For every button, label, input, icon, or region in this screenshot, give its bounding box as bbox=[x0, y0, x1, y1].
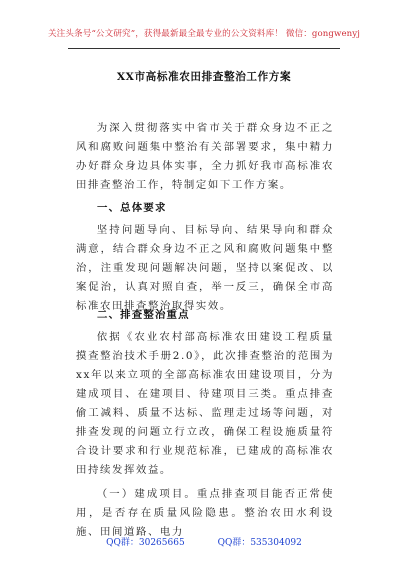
section-heading-inspection-focus: 二、排查整治重点 bbox=[97, 309, 190, 321]
promo-banner: 关注头条号“公文研究”，获得最新最全最专业的公文资料库！ 微信：gongwenyj bbox=[47, 29, 361, 39]
qq-group-1: QQ群：30265665 bbox=[106, 538, 185, 548]
intro-paragraph: 为深入贯彻落实中省市关于群众身边不正之风和腐败问题集中整治有关部署要求，集中精力办好群众身边具体实事，全力抓好我市高标准农田排查整治工作，特制定如下工作方案。 bbox=[76, 122, 334, 191]
completed-projects-paragraph: （一）建成项目。重点排查项目能否正常使用，是否存在质量风险隐患。整治农田水利设施、田间道路、电力 bbox=[76, 488, 334, 538]
inspection-focus-paragraph: 依据《农业农村部高标准农田建设工程质量摸查整治技术手册2.0》，此次排查整治的范围为xx年以来立项的全部高标准农田建设项目，分为建成项目、在建项目、待建项目三类。重点排查偷工减料、质量不达标、监理走过场等问题，对排查发现的问题立行立改，确保工程设施质量符合设计要求和行业规范标准，已建成的高标准农田持续发挥效益。 bbox=[76, 331, 334, 476]
qq-group-2: QQ群：535304092 bbox=[217, 538, 302, 548]
section-heading-general-requirements: 一、总体要求 bbox=[97, 202, 167, 214]
header-divider bbox=[68, 48, 340, 49]
document-title: XX市高标准农田排查整治工作方案 bbox=[116, 71, 292, 83]
footer-contact bbox=[0, 535, 408, 548]
general-requirements-paragraph: 坚持问题导向、目标导向、结果导向和群众满意，结合群众身边不正之风和腐败问题集中整治，注重发现问题解决问题，坚持以案促改、以案促治，认真对照自查，举一反三，确保全市高标准农田排查整治取得实效。 bbox=[76, 224, 334, 312]
